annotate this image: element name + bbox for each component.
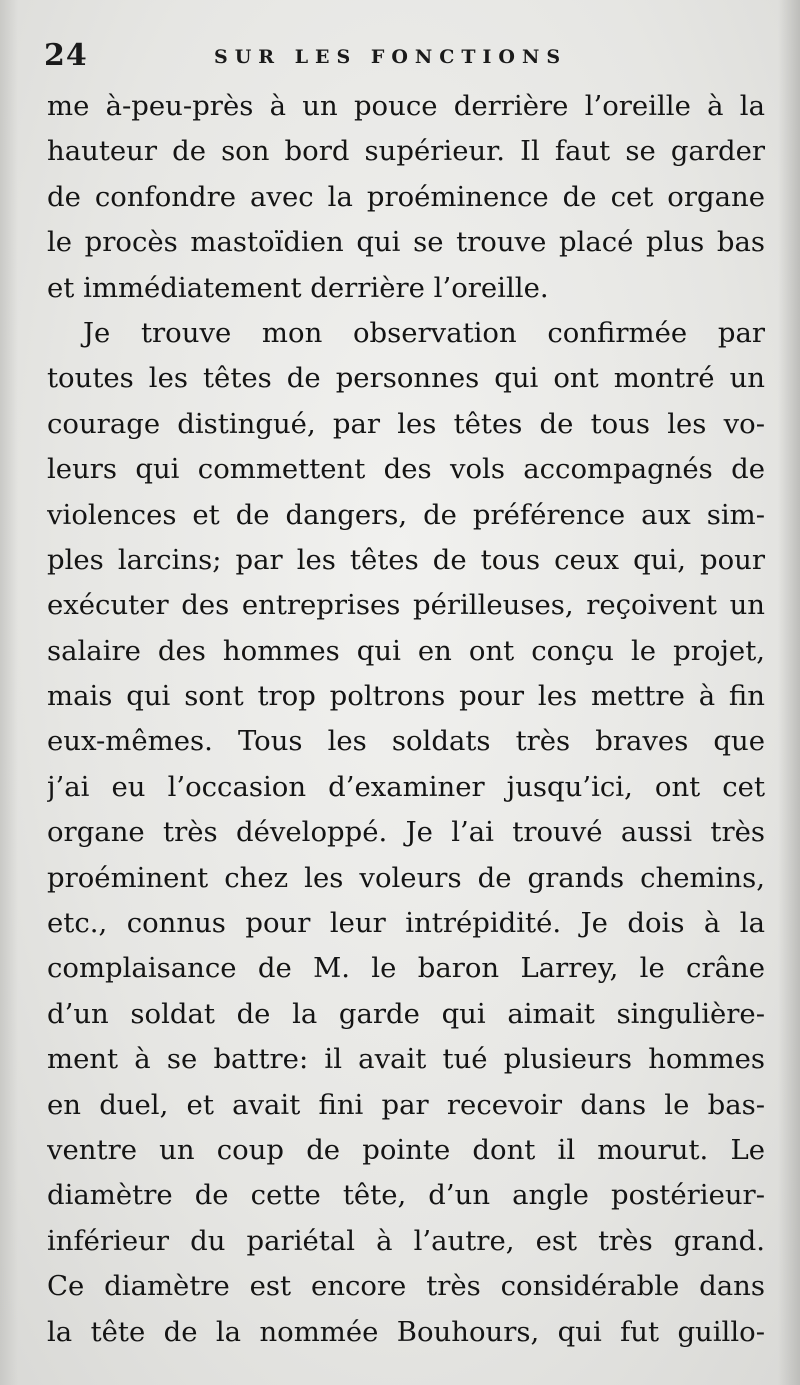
running-title: SUR LES FONCTIONS <box>214 46 568 68</box>
page-header <box>44 38 764 78</box>
page-shadow-right <box>778 0 800 1385</box>
text-line: Ce diamètre est encore très considérable dans <box>47 1270 765 1303</box>
text-line: complaisance de M. le baron Larrey, le crâne <box>47 952 765 985</box>
text-line: Je trouve mon observation confirmée par <box>83 316 765 349</box>
text-line: et immédiatement derrière l’oreille. <box>47 271 549 304</box>
text-line: etc., connus pour leur intrépidité. Je dois à la <box>47 907 765 940</box>
text-line: le procès mastoïdien qui se trouve placé plus bas <box>47 226 765 259</box>
text-line: j’ai eu l’occasion d’examiner jusqu’ici, ont cet <box>47 770 765 803</box>
text-line: hauteur de son bord supérieur. Il faut se garder <box>47 135 765 168</box>
text-line: ples larcins; par les têtes de tous ceux qui, pour <box>47 543 765 576</box>
text-line: toutes les têtes de personnes qui ont montré un <box>47 362 765 395</box>
page-number: 24 <box>44 38 88 73</box>
text-line: eux-mêmes. Tous les soldats très braves que <box>47 725 765 758</box>
body-text <box>47 84 765 1355</box>
text-line: d’un soldat de la garde qui aimait singulière- <box>47 997 765 1030</box>
text-line: de confondre avec la proéminence de cet organe <box>47 180 765 213</box>
text-line: ment à se battre: il avait tué plusieurs hommes <box>47 1043 765 1076</box>
text-line: courage distingué, par les têtes de tous les vo- <box>47 407 765 440</box>
text-line: me à-peu-près à un pouce derrière l’oreille à la <box>47 90 765 122</box>
text-line: leurs qui commettent des vols accompagnés de <box>47 453 765 486</box>
text-line: salaire des hommes qui en ont conçu le projet, <box>47 634 765 667</box>
text-line: inférieur du pariétal à l’autre, est très grand. <box>47 1224 765 1257</box>
text-line: proéminent chez les voleurs de grands chemins, <box>47 861 765 894</box>
text-line: violences et de dangers, de préférence aux sim- <box>47 498 765 531</box>
text-line: diamètre de cette tête, d’un angle postérieur- <box>47 1179 765 1212</box>
text-line: mais qui sont trop poltrons pour les mettre à fin <box>47 680 765 713</box>
text-line: la tête de la nommée Bouhours, qui fut guillo- <box>47 1315 765 1348</box>
text-line: en duel, et avait fini par recevoir dans le bas- <box>47 1088 765 1121</box>
text-line: exécuter des entreprises périlleuses, reçoivent un <box>47 589 765 622</box>
text-line: ventre un coup de pointe dont il mourut. Le <box>47 1133 765 1166</box>
page-shadow-left <box>0 0 18 1385</box>
text-line: organe très développé. Je l’ai trouvé aussi très <box>47 816 765 849</box>
